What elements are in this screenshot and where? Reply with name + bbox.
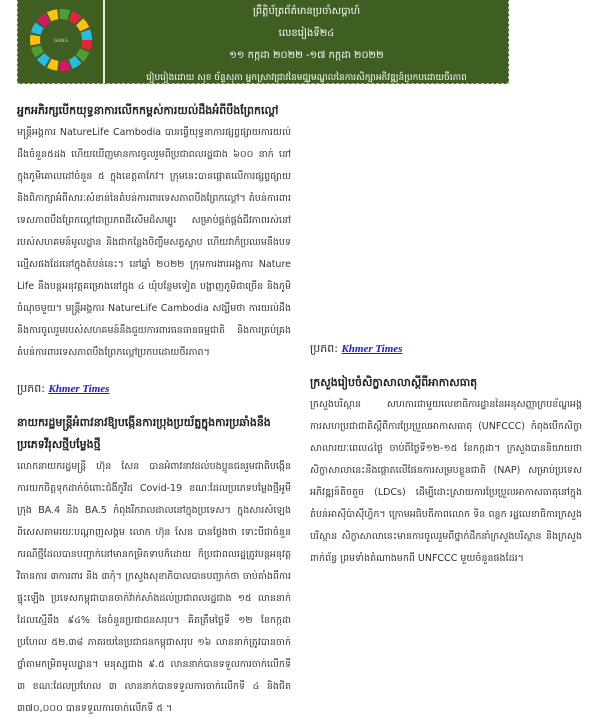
- source-link[interactable]: Khmer Times: [341, 343, 403, 355]
- article-source: [17, 378, 291, 400]
- issue-number: លេខរៀងទី២៤: [278, 28, 335, 39]
- newsletter-header: [17, 0, 509, 84]
- sdg-logo-text: GOALS: [53, 38, 68, 43]
- author-line: រៀបរៀងដោយ សុខ ច័ន្ទសុភា អ្នកស្រាវជ្រាវនៃមជ្ឈមណ្ឌលនៃការសិក្សាអភិវឌ្ឍន៍ប្រកបដោយចីរភាព: [146, 73, 467, 83]
- article-body: ក្រសួងបរិស្ថាន សហការជាមួយលេខាធិការដ្ឋាននៃអនុសញ្ញាក្របខ័ណ្ឌអង្គការសហប្រជាជាតិស្តីពីការប្រែប្រួលអាកាសធាតុ (UNFCCC) កំពុងបើកសិក្ខាសាលារយៈពេល៤ថ្ងៃ ចាប់ពីថ្ងៃទី១២-១៥ ខែកក្កដា។ ក្រសួងបាននិយាយថា សិក្ខាសាលានេះនឹងផ្តោតលើផែនការសម្របខ្លួនជាតិ (NAP) សម្រាប់ប្រទេសអភិវឌ្ឍន៍តិចតួច (LDCs) ដើម្បីដោះស្រាយការប្រែប្រួលអាកាសធាតុនៅក្នុងតំបន់អាស៊ីប៉ាស៊ីហ្វិក។ ក្រោមអធិបតីភាពលោក ទិន ពន្លក រដ្ឋលេខាធិការក្រសួងបរិស្ថាន សិក្ខាសាលានេះមានការចូលរួមពីថ្នាក់ដឹកនាំក្រសួងបរិស្ថាន និងក្រសួងពាក់ព័ន្ធ ព្រមទាំងតំណាងមកពី UNFCCC មួយចំនួនផងដែរ។: [310, 399, 582, 564]
- source-link[interactable]: Khmer Times: [48, 383, 110, 395]
- article-title: អ្នកអភិរក្សបើកយុទ្ធនាការលើកកម្ពស់ការយល់ដឹងអំពីបឹងព្រែកល្ពៅ: [17, 104, 279, 117]
- article-source: [310, 338, 582, 360]
- article-title: នាយករដ្ឋមន្ត្រីអំពាវនាវឱ្យបង្កើនការប្រុងប្រយ័ត្នក្នុងការប្រឆាំងនឹងប្រភេទវីរុសថ្មីបម្លែងថ្មី: [17, 416, 271, 451]
- source-label: ប្រភព:: [310, 342, 338, 355]
- sdg-wheel-icon: [29, 8, 93, 72]
- article-body: មន្ត្រីអង្គការ NatureLife Cambodia បានធ្វើយុទ្ធនាការផ្សព្វផ្សាយការយល់ដឹងចំនួន៥ដង ហើយឃើញមានការចូលរួមពីប្រជាពលរដ្ឋជាង ៦០០ នាក់ នៅក្នុងភូមិគោលដៅចំនួន ៥ ក្នុងខេត្តតាកែវ។ ក្រុមនេះបានផ្តោតលើការផ្សព្វផ្សាយ និងពិភាក្សាអំពីសារៈសំខាន់នៃតំបន់ការពារទេសភាពបឹងព្រែកល្ពៅ។ តំបន់ការពារទេសភាពបឹងព្រែកល្ពៅជាប្រភពដីសើមដ៏សម្បូរ សម្រាប់ផ្គត់ផ្គង់ជីវភាពរស់នៅរបស់សហគមន៍មូលដ្ឋាន និងជាកន្លែងចិញ្ចឹមសត្វស្លាប ហើយវាក៏ប្រឈមនឹងបទល្មើសផងដែរនៅក្នុងតំបន់នេះ។ នៅឆ្នាំ ២០២២ ក្រុមការងារអង្គការ Nature Life នឹងបន្តអនុវត្តគម្រោងនៅក្នុង ៤ ឃុំបន្ថែមទៀត បង្ហាញភូមិជាច្រើន និងភូមិចំណុចមួយ។ មន្ត្រីអង្គការ NatureLife Cambodia សង្ឃឹមថា ការយល់ដឹងនិងការចូលរួមរបស់សហគមន៍នឹងជួយការពារធនធានធម្មជាតិ និងការគ្រប់គ្រងតំបន់ការពារទេសភាពបឹងព្រែកល្ពៅប្រកបដោយចីរភាព។: [17, 127, 291, 358]
- newsletter-title: ព្រឹត្តិប័ត្រព័ត៌មានប្រចាំសប្តាហ៍: [252, 6, 361, 17]
- sdg-logo: [18, 0, 105, 83]
- right-column: [310, 90, 582, 570]
- left-column: [17, 100, 291, 720]
- date-range: ១១ កក្កដា ២០២២ -១៧ កក្កដា ២០២២: [229, 50, 384, 61]
- article-title: ក្រសួងរៀបចំសិក្ខាសាលាស្តីពីអាកាសធាតុ: [310, 376, 478, 389]
- source-label: ប្រភព:: [17, 382, 45, 395]
- article-body: លោកនាយករដ្ឋមន្ត្រី ហ៊ុន សែន បានអំពាវនាវដល់បងប្អូនជនរួមជាតិបង្កើនការយកចិត្តទុកដាក់ចំពោះជំងឺកូវីដ Covid-19 ខណៈដែលប្រភេទបម្លែងថ្មីអូមីក្រុង BA.4 និង BA.5 កំពុងរីករាលដាលនៅក្នុងប្រទេស។ ក្នុងសារសំឡេងពិសេសតាមរយៈបណ្តាញសង្គម លោក ហ៊ុន សែន បានថ្លែងថា ទោះបីជាចំនួនករណីថ្មីដែលបានបញ្ជាក់នៅមានកម្រិតទាបក៏ដោយ ក៏ប្រជាពលរដ្ឋត្រូវបន្តអនុវត្តវិធានការ ៣ការពារ និង ៣កុំ។ ក្រសួងសុខាភិបាលបានបញ្ជាក់ថា ចាប់តាំងពីការផ្ទុះឡើង ប្រទេសកម្ពុជាបានចាក់វ៉ាក់សាំងដល់ប្រជាពលរដ្ឋជាង ១៥ លាននាក់ ដែលស្មើនឹង ៩៤% នៃចំនួនប្រជាជនសរុប។ គិតត្រឹមថ្ងៃទី ១២ ខែកក្កដា ប្រហែល ៥២.៣៨ ភាគរយនៃប្រជាជនកម្ពុជាសរុប ១៦ លាននាក់ត្រូវបានចាក់ថ្នាំតាមកម្រិតមូលដ្ឋាន។ មនុស្សជាង ៩.៥ លាននាក់បានទទួលការចាក់លើកទី ៣ ខណៈដែលប្រហែល ៣ លាននាក់បានទទួលការចាក់លើកទី ៤ និងជិត ៣៧០,០០០ បានទទួលការចាក់លើកទី ៥ ។: [17, 461, 291, 714]
